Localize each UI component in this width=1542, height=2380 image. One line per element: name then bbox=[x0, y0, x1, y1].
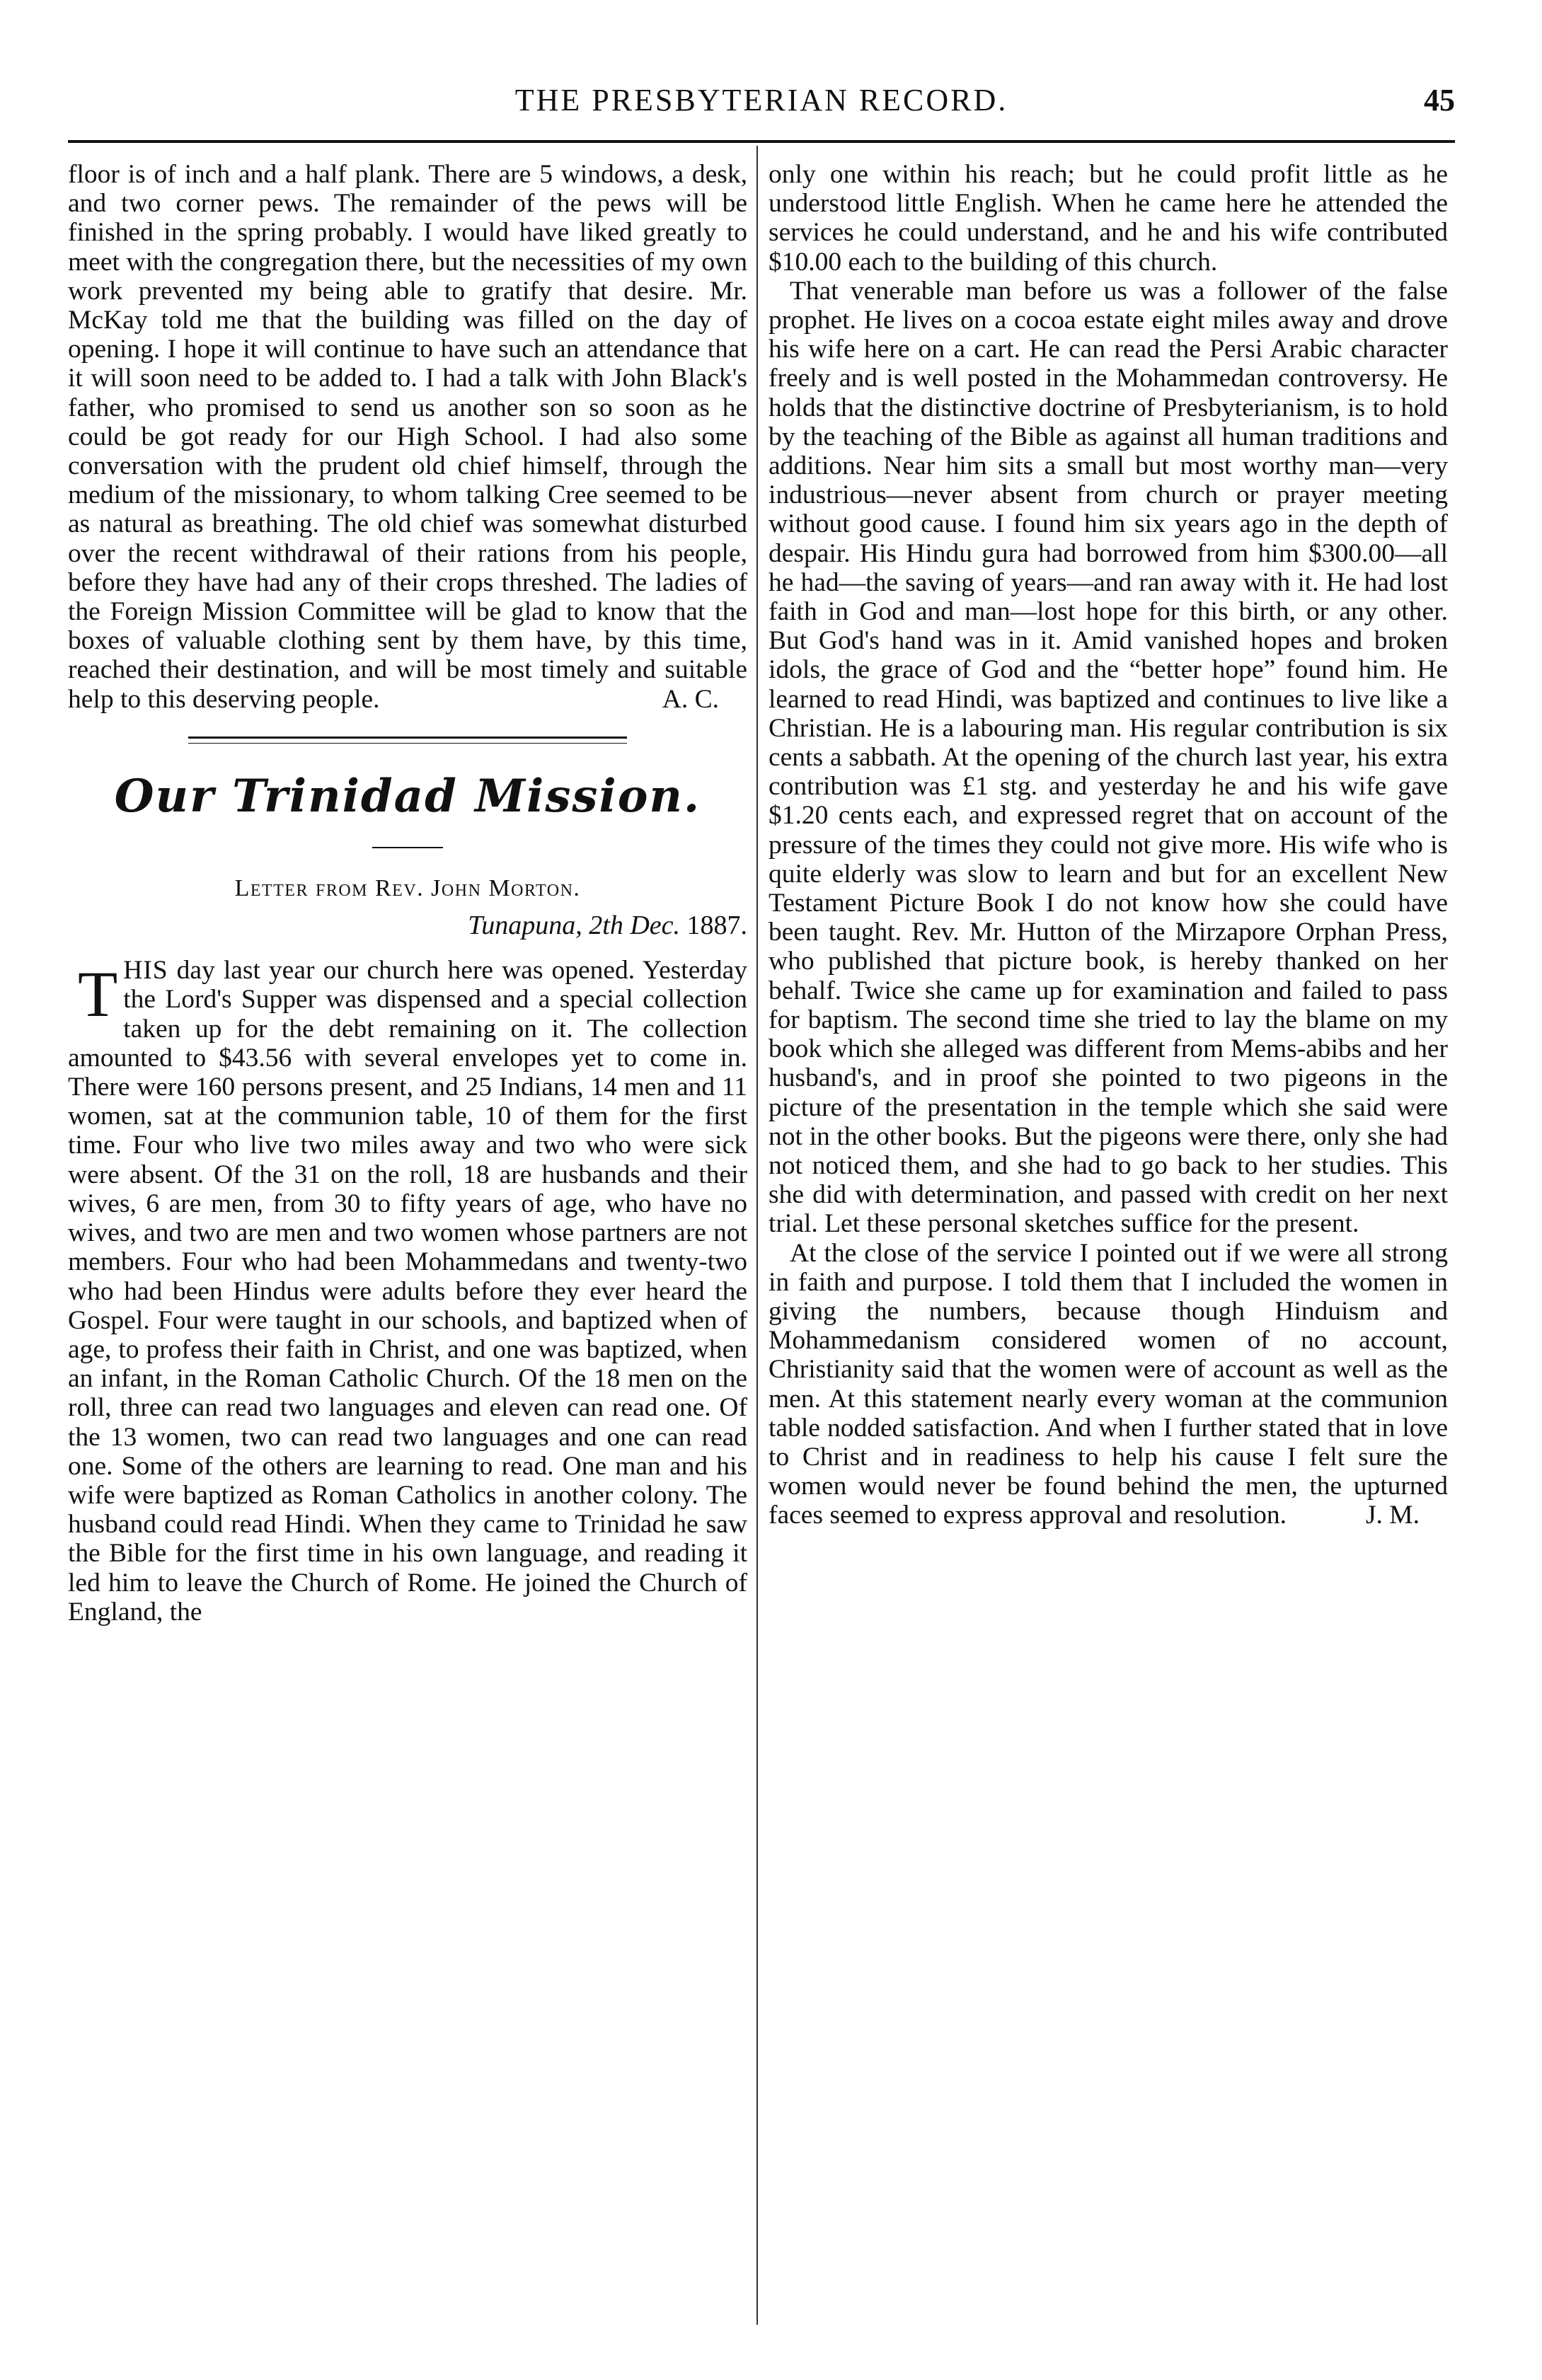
journal-title: THE PRESBYTERIAN RECORD. bbox=[514, 83, 1008, 117]
signature-jm: J. M. bbox=[1365, 1501, 1420, 1530]
title-underrule bbox=[372, 847, 443, 848]
paragraph: That venerable man before us was a follower of the false prophet. He lives on a cocoa estate eight miles away and drove his wife here on a cart. He can read the Persi Arabic character freely and is well posted in the Mohammedan controversy. He holds that the distinctive doctrine of Presbyterianism, is to hold by the teaching of the Bible as against all human traditions and additions. Near him sits a small but most worthy man—very industrious—never absent from church or prayer meeting without good cause. I found him six years ago in the depth of despair. His Hindu gura had borrowed from him $300.00—all he had—the saving of years—and ran away with it. He had lost faith in God and man—lost hope for this birth, or any other. But God's hand was in it. Amid vanished hopes and broken idols, the grace of God and the “better hope” found him. He learned to read Hindi, was baptized and continues to live like a Christian. He is a labouring man. His regular contribution is six cents a sabbath. At the opening of the church last year, his extra contribution was £1 stg. and yesterday he and his wife gave $1.20 cents each, and expressed regret that on account of the pressure of the times they could not give more. His wife who is quite elderly was slow to learn and but for an excellent New Testament Picture Book I do not know how she could have been taught. Rev. Mr. Hutton of the Mirzapore Orphan Press, who published that picture book, is hereby thanked on her behalf. Twice she came up for examination and failed to pass for baptism. The second time she tried to lay the blame on my book which she alleged was different from Mems-abibs and her husband's, and in proof she pointed to two pigeons in the picture of the presentation in the temple which she said were not in the other books. But the pigeons were there, only she had not noticed them, and she had to go back to her studies. This she did with determination, and passed with credit on her next trial. Let these personal sketches suffice for the present. bbox=[769, 276, 1448, 1239]
letter-byline: Letter from Rev. John Morton. bbox=[234, 874, 581, 901]
running-head bbox=[68, 79, 1455, 143]
letter-opening-paragraph bbox=[68, 956, 747, 1627]
column-divider bbox=[756, 146, 758, 2325]
section-title: Our Trinidad Mission. bbox=[114, 769, 701, 823]
paragraph-text: day last year our church here was opened. Yesterday the Lord's Supper was dispensed and a special collection taken up for the debt remaining on it. The collection amounted to $43.56 with several envelopes yet to come in. There were 160 persons present, and 25 Indians, 14 men and 11 women, sat at the communion table, 10 of them for the first time. Four who live two miles away and two who were sick were absent. Of the 31 on the roll, 18 are husbands and their wives, 6 are men, from 30 to fifty years of age, who have no wives, and two are men and two women whose partners are not members. Four who had been Mohammedans and twenty-two who had been Hindus were adults before they ever heard the Gospel. Four were taught in our schools, and baptized when of age, to profess their faith in Christ, and one was baptized, when an infant, in the Roman Catholic Church. Of the 18 men on the roll, three can read two languages and eleven can read one. Of the 13 women, two can read two languages and one can read one. Some of the others are learning to read. One man and his wife were baptized as Roman Catholics in another colony. The husband could read Hindi. When they came to Trinidad he saw the Bible for the first time in his own language, and reading it led him to leave the Church of Rome. He joined the Church of England, the bbox=[68, 956, 747, 1627]
opening-caps: HIS bbox=[123, 956, 168, 986]
dateline-year: 1887. bbox=[686, 911, 747, 941]
closing-paragraph bbox=[769, 1239, 1448, 1530]
dateline-place: Tunapuna, 2th Dec. bbox=[468, 911, 680, 941]
paragraph: only one within his reach; but he could profit little as he understood little English. When he came here he attended the services he could understand, and he and his wife contributed $10.00 each to the building of this church. bbox=[769, 160, 1448, 277]
section-separator bbox=[188, 736, 627, 744]
drop-cap: T bbox=[78, 958, 118, 1031]
article-continued-paragraph bbox=[68, 160, 747, 714]
dateline bbox=[68, 911, 747, 940]
right-column bbox=[769, 160, 1448, 1530]
page-number: 45 bbox=[1424, 83, 1455, 117]
signature-ac: A. C. bbox=[662, 684, 719, 714]
header-rule bbox=[68, 140, 1455, 143]
paragraph-text: floor is of inch and a half plank. There are 5 windows, a desk, and two corner pews. The remainder of the pews will be finished in the spring probably. I would have liked greatly to meet with the congregation there, but the necessities of my own work prevented my being able to gratify that desire. Mr. McKay told me that the building was filled on the day of opening. I hope it will continue to have such an attendance that it will soon need to be added to. I had a talk with John Black's father, who promised to send us another son so soon as he could be got ready for our High School. I had also some conversation with the prudent old chief himself, through the medium of the missionary, to whom talking Cree seemed to be as natural as breathing. The old chief was somewhat disturbed over the recent withdrawal of their rations from his people, before they have had any of their crops threshed. The ladies of the Foreign Mission Committee will be glad to know that the boxes of valuable clothing sent by them have, by this time, reached their destination, and will be most timely and suitable help to this deserving people. bbox=[68, 160, 747, 714]
left-column bbox=[68, 160, 747, 1627]
paragraph-text: At the close of the service I pointed out if we were all strong in faith and purpose. I told them that I included the women in giving the numbers, because though Hinduism and Mohammedanism considered women of no account, Christianity said that the women were of account as well as the men. At this statement nearly every woman at the communion table nodded satisfaction. And when I further stated that in love to Christ and in readiness to help his cause I felt sure the women would never be found behind the men, the upturned faces seemed to express approval and resolution. bbox=[769, 1238, 1448, 1530]
